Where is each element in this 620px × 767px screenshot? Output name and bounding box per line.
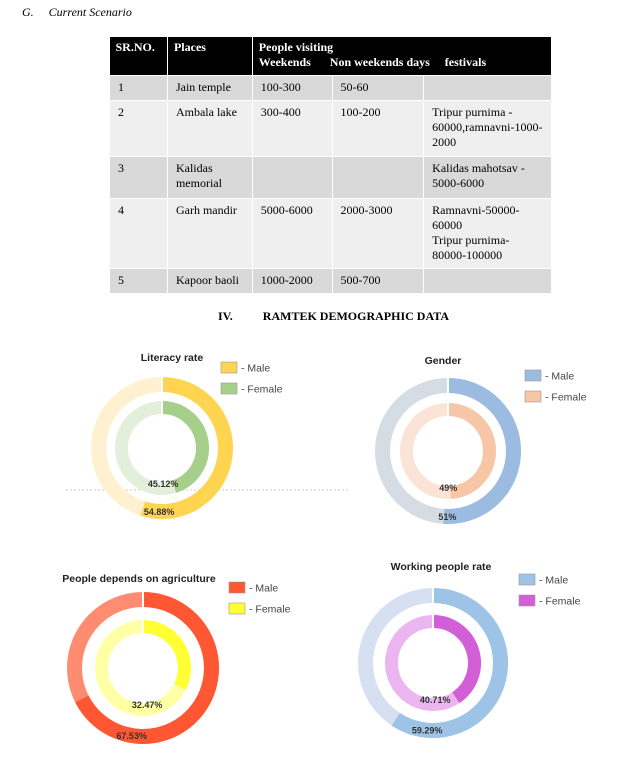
literacy-legend-swatch-female bbox=[221, 383, 237, 394]
working-chart-title: Working people rate bbox=[390, 561, 492, 573]
cell-place: Ambala lake bbox=[167, 101, 252, 157]
cell-festivals-line: Ramnavni-50000-60000 bbox=[432, 203, 520, 232]
cell-festivals: Tripur purnima - 60000,ramnavni-1000-2000 bbox=[424, 101, 552, 157]
working-legend-label-female: - Female bbox=[539, 595, 581, 608]
agriculture-outer-data-label: 67.53% bbox=[116, 731, 147, 742]
literacy-legend-label-female: - Female bbox=[241, 383, 283, 396]
section-iv-number: IV. bbox=[218, 309, 233, 323]
agriculture-inner-arc bbox=[143, 627, 184, 687]
cell-weekends: 1000-2000 bbox=[252, 269, 332, 294]
header-people-visiting-label: People visiting bbox=[258, 40, 334, 54]
cell-weekends: 5000-6000 bbox=[252, 199, 332, 269]
header-srno: SR.NO. bbox=[110, 37, 168, 76]
agriculture-chart-title: People depends on agriculture bbox=[62, 573, 216, 585]
header-places: Places bbox=[167, 37, 252, 76]
cell-place: Jain temple bbox=[167, 76, 252, 101]
working-inner-arc bbox=[433, 622, 475, 698]
agriculture-legend-swatch-male bbox=[229, 582, 245, 593]
cell-place: Garh mandir bbox=[167, 199, 252, 269]
header-non-weekends: Non weekends days bbox=[329, 55, 430, 69]
section-g-number: G. bbox=[22, 5, 34, 19]
working-outer-data-label: 59.29% bbox=[411, 725, 443, 736]
literacy-legend-label-male: - Male bbox=[241, 362, 271, 375]
cell-non-weekends: 100-200 bbox=[332, 101, 424, 157]
cell-place: Kalidas memorial bbox=[167, 157, 252, 199]
cell-festivals: Kalidas mahotsav - 5000-6000 bbox=[424, 157, 552, 199]
header-weekends: Weekends bbox=[258, 55, 311, 69]
header-festivals: festivals bbox=[444, 55, 487, 69]
literacy-inner-data-label: 45.12% bbox=[147, 479, 179, 489]
working-legend-label-male: - Male bbox=[539, 574, 569, 587]
working-legend-swatch-female bbox=[519, 595, 535, 606]
literacy-inner-arc bbox=[162, 408, 202, 487]
agriculture-legend-label-male: - Male bbox=[249, 582, 279, 595]
cell-sr: 3 bbox=[110, 157, 168, 199]
literacy-chart-title: Literacy rate bbox=[140, 352, 204, 364]
gender-legend-label-male: - Male bbox=[545, 370, 575, 383]
gender-inner-arc bbox=[448, 409, 490, 492]
cell-non-weekends: 2000-3000 bbox=[332, 199, 424, 269]
literacy-legend-swatch-male bbox=[221, 362, 237, 373]
gender-outer-data-label: 51% bbox=[438, 512, 457, 522]
gender-legend-swatch-female bbox=[525, 391, 541, 402]
cell-sr: 2 bbox=[110, 101, 168, 157]
gender-legend-swatch-male bbox=[525, 370, 541, 381]
cell-festivals-line: Tripur purnima-80000-100000 bbox=[432, 233, 510, 262]
gender-chart-title: Gender bbox=[424, 355, 462, 367]
cell-sr: 4 bbox=[110, 199, 168, 269]
section-iv-title: RAMTEK DEMOGRAPHIC DATA bbox=[262, 309, 450, 323]
section-g-title: Current Scenario bbox=[48, 5, 132, 19]
gender-inner-data-label: 49% bbox=[439, 483, 458, 493]
working-outer-arc bbox=[396, 596, 501, 731]
cell-sr: 5 bbox=[110, 269, 168, 294]
cell-non-weekends: 500-700 bbox=[332, 269, 424, 294]
agriculture-inner-data-label: 32.47% bbox=[131, 699, 163, 710]
cell-sr: 1 bbox=[110, 76, 168, 101]
cell-non-weekends: 50-60 bbox=[332, 76, 424, 101]
gender-legend-label-female: - Female bbox=[545, 391, 587, 404]
cell-weekends: 300-400 bbox=[252, 101, 332, 157]
literacy-outer-data-label: 54.88% bbox=[143, 506, 175, 517]
working-legend-swatch-male bbox=[519, 574, 535, 585]
cell-place: Kapoor baoli bbox=[167, 269, 252, 294]
agriculture-legend-swatch-female bbox=[229, 603, 245, 614]
cell-weekends: 100-300 bbox=[252, 76, 332, 101]
agriculture-legend-label-female: - Female bbox=[249, 603, 291, 616]
working-inner-data-label: 40.71% bbox=[419, 694, 451, 705]
